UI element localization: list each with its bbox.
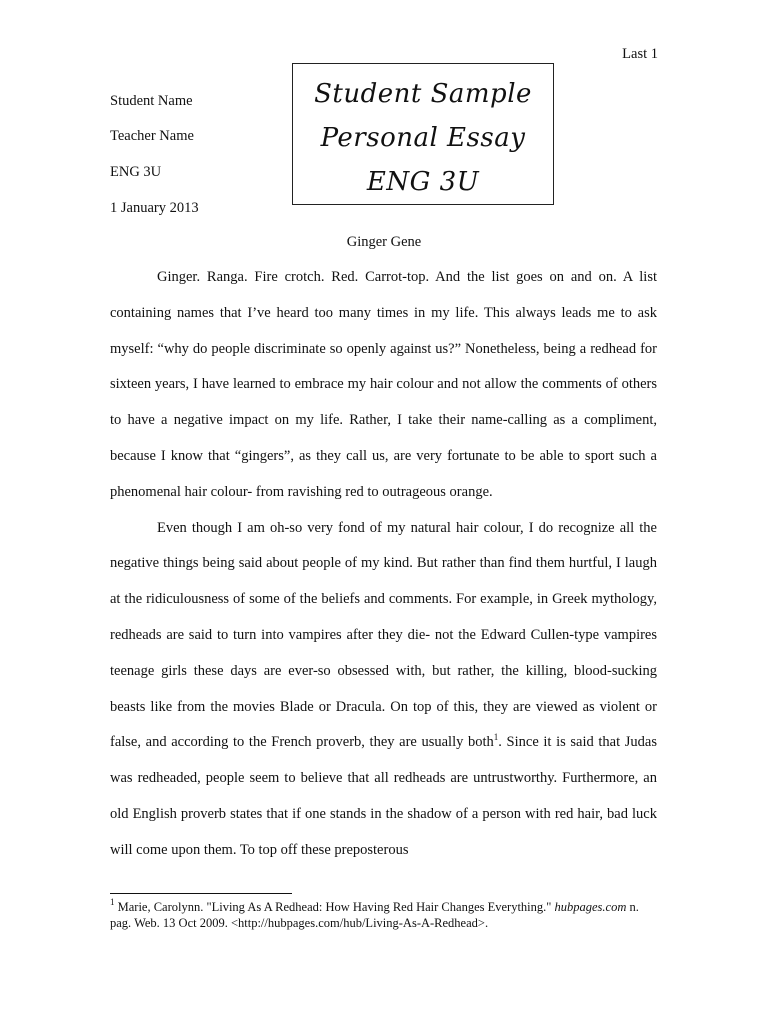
stamp-line-2: Personal Essay [320, 123, 526, 153]
stamp-line-3: ENG 3U [366, 167, 480, 197]
essay-body [110, 260, 657, 869]
essay-title: Ginger Gene [346, 234, 422, 250]
paragraph-2-part-a: Even though I am oh-so very fond of my natural hair colour, I do recognize all the negative things being said about people of my kind. But rather than find them hurtful, I laugh at the ridiculousness of some of the beliefs and comments. For example, in Greek mythology, redheads are said to turn into vampires after they die- not the Edward Cullen-type vampires teenage girls these days are ever-so obsessed with, but rather, the killing, blood-sucking beasts like from the movies Blade or Dracula. On top of this, they are viewed as violent or false, and according to the French proverb, they are usually both [110, 519, 657, 751]
sample-stamp-box [292, 63, 554, 205]
date: 1 January 2013 [110, 200, 199, 216]
footnote-text-b: n. pag. Web. 13 Oct 2009. <http://hubpages.com/hub/Living-As-A-Redhead>. [110, 900, 639, 930]
course-code: ENG 3U [110, 164, 162, 180]
teacher-name: Teacher Name [110, 128, 194, 144]
footnote-text-a: Marie, Carolynn. "Living As A Redhead: How Having Red Hair Changes Everything." [114, 900, 555, 914]
footnote-divider [110, 893, 292, 894]
footnote-source: hubpages.com [554, 900, 627, 914]
paragraph-1: Ginger. Ranga. Fire crotch. Red. Carrot-top. And the list goes on and on. A list containing names that I’ve heard too many times in my life. This always leads me to ask myself: “why do people discriminate so openly against us?” Nonetheless, being a redhead for sixteen years, I have learned to embrace my hair colour and not allow the comments of others to have a negative impact on my life. Rather, I take their name-calling as a compliment, because I know that “gingers”, as they call us, are very fortunate to be able to sport such a phenomenal hair colour- from ravishing red to outrageous orange. [110, 269, 657, 500]
footnote [110, 899, 657, 931]
paragraph-2-part-b: . Since it is said that Judas was redheaded, people seem to believe that all redheads are untrustworthy. Furthermore, an old English proverb states that if one stands in the shadow of a person with red hair, bad luck will come upon them. To top off these preposterous [110, 734, 657, 858]
paragraph-2 [110, 511, 657, 869]
footnote-reference: 1 [493, 732, 499, 743]
footnote-marker: 1 [110, 897, 115, 907]
student-name: Student Name [110, 93, 193, 109]
stamp-line-1: Student Sample [314, 79, 532, 109]
page-header: Last 1 [622, 46, 658, 62]
